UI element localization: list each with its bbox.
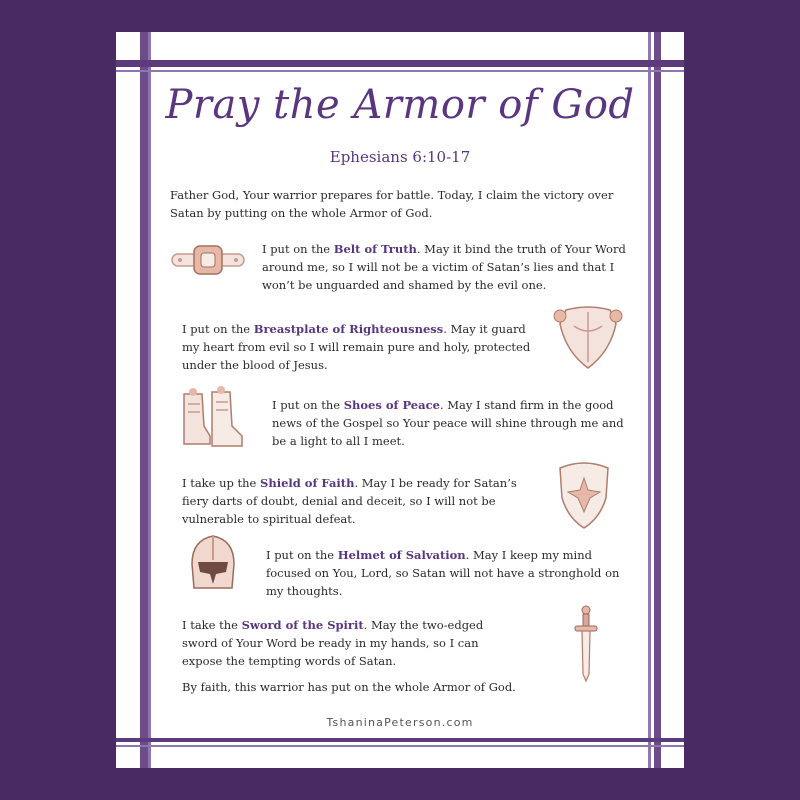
shield-icon: [554, 456, 614, 530]
belt-icon: [170, 240, 246, 280]
frame-line: [148, 32, 151, 768]
sword-icon: [572, 604, 600, 684]
intro-text: Father God, Your warrior prepares for battle. Today, I claim the victory over Satan by putting on the whole Armor of God.: [170, 188, 614, 220]
frame-line: [140, 32, 148, 768]
boots-icon: [176, 386, 248, 452]
sword-prayer: I take the Sword of the Spirit. May the two-edged sword of Your Word be ready in my hands, so I can expose the tempting words of Satan.: [182, 618, 484, 668]
breastplate-prayer: I put on the Breastplate of Righteousness. May it guard my heart from evil so I will remain pure and holy, protected under the blood of Jesus.: [182, 322, 531, 372]
armor-name: Breastplate of Righteousness: [253, 322, 444, 336]
frame-line: [654, 32, 661, 768]
helmet-prayer: I put on the Helmet of Salvation. May I keep my mind focused on You, Lord, so Satan will not have a stronghold on my thoughts.: [266, 548, 620, 598]
website-footer[interactable]: TshaninaPeterson.com: [326, 716, 474, 729]
frame-line: [116, 738, 684, 742]
armor-name: Helmet of Salvation: [337, 548, 466, 562]
frame-line: [648, 32, 651, 768]
armor-name: Sword of the Spirit: [241, 618, 364, 632]
frame-line: [116, 60, 684, 67]
frame-line: [116, 745, 684, 747]
shoes-prayer: I put on the Shoes of Peace. May I stand firm in the good news of the Gospel so Your peace will shine through me and be a light to all I meet.: [272, 398, 624, 448]
armor-name: Shoes of Peace: [343, 398, 440, 412]
helmet-icon: [188, 532, 238, 594]
page-title: Pray the Armor of God: [165, 82, 635, 128]
breastplate-icon: [552, 302, 624, 372]
armor-name: Shield of Faith: [260, 476, 355, 490]
frame-line: [116, 70, 684, 72]
shield-prayer: I take up the Shield of Faith. May I be ready for Satan’s fiery darts of doubt, denial and deceit, so I will not be vulnerable to spiritual defeat.: [182, 476, 517, 526]
belt-prayer: I put on the Belt of Truth. May it bind the truth of Your Word around me, so I will not be a victim of Satan’s lies and that I won’t be unguarded and shamed by the evil one.: [262, 242, 626, 292]
scripture-reference: Ephesians 6:10-17: [329, 148, 471, 166]
closing-text: By faith, this warrior has put on the whole Armor of God.: [182, 680, 516, 694]
armor-name: Belt of Truth: [333, 242, 417, 256]
